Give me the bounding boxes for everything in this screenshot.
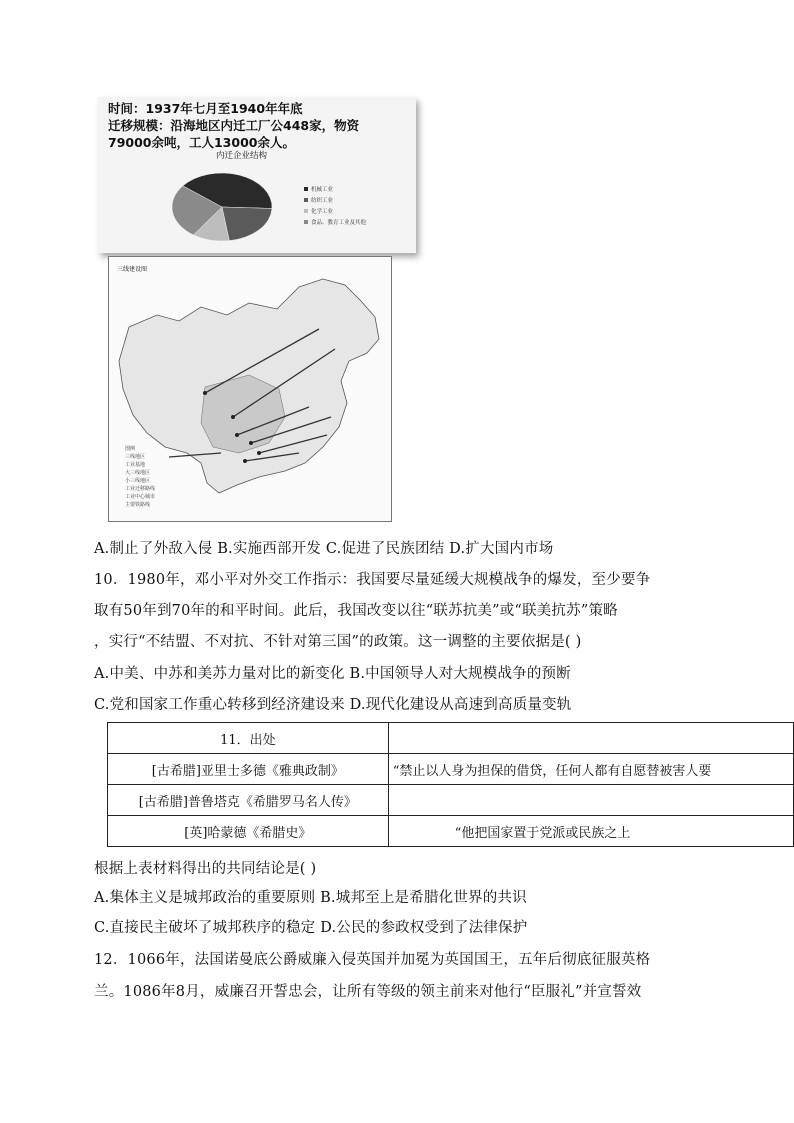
third-front-map xyxy=(108,256,392,522)
pie-legend xyxy=(304,183,366,227)
quote-cell xyxy=(388,785,793,816)
figure-scale-line-2: 79000余吨，工人13000余人。 xyxy=(108,135,295,150)
q10-stem-line-3: ，实行“不结盟、不对抗、不针对第三国”的政策。这一调整的主要依据是( ) xyxy=(94,634,582,650)
figure-time-line: 时间：1937年七月至1940年年底 xyxy=(108,101,303,116)
legend-item: 机械工业 xyxy=(304,183,366,194)
quote-cell: “他把国家置于党派或民族之上 xyxy=(388,816,793,847)
q11-source-table xyxy=(107,722,794,847)
table-row xyxy=(108,754,794,785)
legend-item: 食品、教育工业及其他 xyxy=(304,216,366,227)
q12-stem-line-1: 12．1066年，法国诺曼底公爵威廉入侵英国并加冕为英国国王，五年后彻底征服英格 xyxy=(94,952,651,968)
q10-stem-line-2: 取有50年到70年的和平时间。此后，我国改变以往“联苏抗美”或“联美抗苏”策略 xyxy=(94,603,618,619)
table-row xyxy=(108,816,794,847)
table-row xyxy=(108,785,794,816)
q11-option-ab: A.集体主义是城邦政治的重要原则 B.城邦至上是希腊化世界的共识 xyxy=(94,890,527,906)
q10-option-cd: C.党和国家工作重心转移到经济建设来 D.现代化建设从高速到高质量变轨 xyxy=(94,697,572,713)
q10-option-ab: A.中美、中苏和美苏力量对比的新变化 B.中国领导人对大规模战争的预断 xyxy=(94,666,571,682)
map-title: 三线建设图 xyxy=(117,266,148,273)
source-cell: [古希腊]普鲁塔克《希腊罗马名人传》 xyxy=(108,785,389,816)
table-header-content xyxy=(388,723,793,754)
migration-figure xyxy=(98,97,416,253)
source-cell: [英]哈蒙德《希腊史》 xyxy=(108,816,389,847)
q9-options: A.制止了外敌入侵 B.实施西部开发 C.促进了民族团结 D.扩大国内市场 xyxy=(94,541,554,557)
legend-item: 纺织工业 xyxy=(304,194,366,205)
pie-chart-title: 内迁企业结构 xyxy=(216,151,268,161)
q11-stem: 根据上表材料得出的共同结论是( ) xyxy=(94,861,317,877)
figure-scale-line: 迁移规模：沿海地区内迁工厂公448家，物资 xyxy=(108,118,360,133)
q11-option-cd: C.直接民主破坏了城邦秩序的稳定 D.公民的参政权受到了法律保护 xyxy=(94,920,528,936)
q12-stem-line-2: 兰。1086年8月，威廉召开誓忠会，让所有等级的领主前来对他行“臣服礼”并宣誓效 xyxy=(94,984,642,1000)
q10-stem-line-1: 10．1980年，邓小平对外交工作指示：我国要尽量延缓大规模战争的爆发，至少要争 xyxy=(94,572,651,588)
source-cell: [古希腊]亚里士多德《雅典政制》 xyxy=(108,754,389,785)
table-row xyxy=(108,723,794,754)
map-legend: 图例 三线地区 工业基地 大三线地区 小三线地区 工业迁移路线 工业中心城市 主要铁路线 xyxy=(125,446,156,508)
pie-chart xyxy=(168,163,280,245)
quote-cell: “禁止以人身为担保的借贷，任何人都有自愿替被害人要 xyxy=(388,754,793,785)
legend-item: 化学工业 xyxy=(304,205,366,216)
table-header-source: 11．出处 xyxy=(108,723,389,754)
pie-slice-2 xyxy=(222,207,272,241)
